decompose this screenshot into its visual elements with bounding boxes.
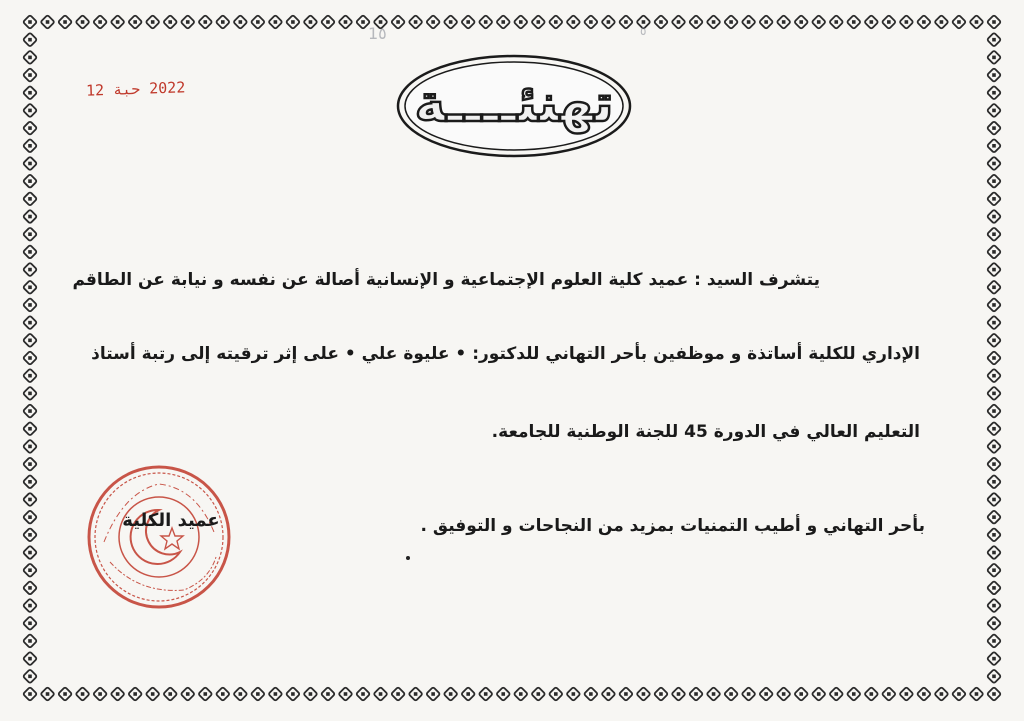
border-link bbox=[444, 15, 458, 29]
border-link bbox=[286, 687, 300, 701]
border-link bbox=[391, 15, 405, 29]
border-link bbox=[93, 15, 107, 29]
border-link bbox=[23, 333, 37, 347]
border-link bbox=[23, 457, 37, 471]
border-link bbox=[338, 15, 352, 29]
border-link bbox=[987, 298, 1001, 312]
border-link bbox=[23, 404, 37, 418]
border-link bbox=[706, 15, 720, 29]
border-link bbox=[23, 475, 37, 489]
border-link bbox=[23, 634, 37, 648]
border-link bbox=[794, 687, 808, 701]
border-link bbox=[23, 652, 37, 666]
border-link bbox=[987, 599, 1001, 613]
border-link bbox=[426, 15, 440, 29]
border-link bbox=[671, 687, 685, 701]
border-link bbox=[58, 15, 72, 29]
border-link bbox=[742, 687, 756, 701]
border-link bbox=[531, 687, 545, 701]
border-link bbox=[987, 404, 1001, 418]
border-link bbox=[233, 687, 247, 701]
border-link bbox=[987, 103, 1001, 117]
border-link bbox=[987, 192, 1001, 206]
border-link bbox=[601, 687, 615, 701]
border-link bbox=[671, 15, 685, 29]
border-link bbox=[987, 457, 1001, 471]
border-link bbox=[303, 15, 317, 29]
border-link bbox=[23, 563, 37, 577]
border-link bbox=[566, 687, 580, 701]
border-link bbox=[514, 687, 528, 701]
border-link bbox=[987, 68, 1001, 82]
border-link bbox=[987, 280, 1001, 294]
border-link bbox=[934, 15, 948, 29]
border-link bbox=[987, 139, 1001, 153]
border-link bbox=[93, 687, 107, 701]
border-link bbox=[356, 687, 370, 701]
border-link bbox=[847, 15, 861, 29]
border-link bbox=[23, 50, 37, 64]
border-link bbox=[23, 121, 37, 135]
border-link bbox=[987, 581, 1001, 595]
border-link bbox=[163, 687, 177, 701]
border-link bbox=[286, 15, 300, 29]
border-link bbox=[987, 687, 1001, 701]
border-link bbox=[23, 280, 37, 294]
border-link bbox=[496, 687, 510, 701]
border-link bbox=[689, 687, 703, 701]
body-text-line: يتشرف السيد : عميد كلية العلوم الإجتماعية و الإنسانية أصالة عن نفسه و نيابة عن الطاقم bbox=[72, 270, 820, 290]
border-link bbox=[987, 616, 1001, 630]
border-link bbox=[987, 86, 1001, 100]
border-link bbox=[391, 687, 405, 701]
border-link bbox=[987, 156, 1001, 170]
border-link bbox=[409, 687, 423, 701]
border-link bbox=[23, 616, 37, 630]
border-link bbox=[987, 209, 1001, 223]
border-link bbox=[23, 386, 37, 400]
signature-label: عميد الكلية bbox=[122, 510, 220, 531]
border-link bbox=[899, 687, 913, 701]
border-link bbox=[829, 687, 843, 701]
border-link bbox=[128, 687, 142, 701]
border-link bbox=[987, 245, 1001, 259]
border-link bbox=[426, 687, 440, 701]
border-link bbox=[969, 687, 983, 701]
border-link bbox=[23, 492, 37, 506]
border-link bbox=[76, 687, 90, 701]
border-link bbox=[987, 510, 1001, 524]
border-link bbox=[829, 15, 843, 29]
border-link bbox=[531, 15, 545, 29]
border-link bbox=[514, 15, 528, 29]
border-link bbox=[987, 475, 1001, 489]
border-link bbox=[864, 687, 878, 701]
border-link bbox=[251, 15, 265, 29]
border-link bbox=[987, 316, 1001, 330]
border-link bbox=[444, 687, 458, 701]
border-link bbox=[163, 15, 177, 29]
border-link bbox=[181, 15, 195, 29]
margin-mark: 1٥ bbox=[368, 24, 387, 43]
border-link bbox=[479, 687, 493, 701]
border-link bbox=[987, 669, 1001, 683]
border-link bbox=[23, 174, 37, 188]
border-link bbox=[777, 687, 791, 701]
page-title: تهنئــــة bbox=[414, 74, 614, 134]
border-link bbox=[987, 33, 1001, 47]
border-link bbox=[23, 599, 37, 613]
border-link bbox=[952, 15, 966, 29]
border-link bbox=[584, 15, 598, 29]
border-link bbox=[619, 687, 633, 701]
border-link bbox=[706, 687, 720, 701]
border-link bbox=[23, 263, 37, 277]
border-link bbox=[23, 156, 37, 170]
border-link bbox=[987, 545, 1001, 559]
border-link bbox=[216, 15, 230, 29]
border-link bbox=[987, 439, 1001, 453]
border-link bbox=[23, 192, 37, 206]
border-link bbox=[23, 245, 37, 259]
border-link bbox=[268, 15, 282, 29]
border-link bbox=[566, 15, 580, 29]
border-link bbox=[111, 15, 125, 29]
border-link bbox=[23, 227, 37, 241]
border-link bbox=[58, 687, 72, 701]
border-link bbox=[409, 15, 423, 29]
border-link bbox=[23, 15, 37, 29]
border-link bbox=[882, 15, 896, 29]
border-link bbox=[987, 652, 1001, 666]
border-link bbox=[23, 209, 37, 223]
border-link bbox=[40, 687, 54, 701]
border-link bbox=[23, 510, 37, 524]
border-link bbox=[987, 422, 1001, 436]
border-link bbox=[882, 687, 896, 701]
border-link bbox=[987, 563, 1001, 577]
border-link bbox=[23, 298, 37, 312]
border-link bbox=[987, 333, 1001, 347]
border-link bbox=[216, 687, 230, 701]
border-link bbox=[181, 687, 195, 701]
border-link bbox=[987, 369, 1001, 383]
border-link bbox=[654, 15, 668, 29]
official-seal bbox=[84, 462, 234, 612]
border-link bbox=[987, 351, 1001, 365]
border-link bbox=[987, 121, 1001, 135]
border-link bbox=[917, 687, 931, 701]
border-link bbox=[812, 687, 826, 701]
border-link bbox=[987, 15, 1001, 29]
border-link bbox=[23, 33, 37, 47]
border-link bbox=[373, 687, 387, 701]
border-link bbox=[128, 15, 142, 29]
border-link bbox=[146, 15, 160, 29]
border-link bbox=[496, 15, 510, 29]
border-link bbox=[724, 687, 738, 701]
border-link bbox=[40, 15, 54, 29]
border-link bbox=[23, 669, 37, 683]
border-link bbox=[987, 492, 1001, 506]
border-link bbox=[268, 687, 282, 701]
border-link bbox=[479, 15, 493, 29]
border-link bbox=[23, 68, 37, 82]
border-link bbox=[794, 15, 808, 29]
border-link bbox=[987, 528, 1001, 542]
margin-mark: ٥ bbox=[640, 24, 647, 38]
border-link bbox=[812, 15, 826, 29]
border-link bbox=[461, 15, 475, 29]
border-link bbox=[23, 528, 37, 542]
border-link bbox=[619, 15, 633, 29]
border-link bbox=[198, 687, 212, 701]
border-link bbox=[777, 15, 791, 29]
border-link bbox=[759, 687, 773, 701]
body-text-line: الإداري للكلية أساتذة و موظفين بأحر التهاني للدكتور: • عليوة علي • على إثر ترقيته إلى رتبة أستاذ bbox=[91, 344, 920, 364]
border-link bbox=[601, 15, 615, 29]
border-link bbox=[338, 687, 352, 701]
border-link bbox=[987, 634, 1001, 648]
border-link bbox=[899, 15, 913, 29]
border-link bbox=[636, 687, 650, 701]
border-link bbox=[917, 15, 931, 29]
border-link bbox=[23, 86, 37, 100]
border-link bbox=[934, 687, 948, 701]
border-link bbox=[146, 687, 160, 701]
border-link bbox=[23, 139, 37, 153]
border-link bbox=[76, 15, 90, 29]
border-link bbox=[987, 386, 1001, 400]
border-link bbox=[461, 687, 475, 701]
border-link bbox=[742, 15, 756, 29]
border-link bbox=[549, 687, 563, 701]
border-link bbox=[952, 687, 966, 701]
border-link bbox=[847, 687, 861, 701]
border-link bbox=[23, 369, 37, 383]
border-link bbox=[549, 15, 563, 29]
border-link bbox=[987, 174, 1001, 188]
border-link bbox=[969, 15, 983, 29]
border-link bbox=[233, 15, 247, 29]
border-link bbox=[759, 15, 773, 29]
border-link bbox=[23, 687, 37, 701]
border-link bbox=[23, 422, 37, 436]
border-link bbox=[111, 687, 125, 701]
date-stamp: 2022 حبة 12 bbox=[85, 78, 186, 100]
title-banner bbox=[394, 52, 634, 160]
border-link bbox=[321, 687, 335, 701]
border-link bbox=[321, 15, 335, 29]
ink-dot bbox=[406, 556, 410, 560]
border-link bbox=[23, 351, 37, 365]
border-link bbox=[23, 581, 37, 595]
border-link bbox=[23, 103, 37, 117]
border-link bbox=[689, 15, 703, 29]
border-link bbox=[584, 687, 598, 701]
border-link bbox=[23, 316, 37, 330]
body-text-line: التعليم العالي في الدورة 45 للجنة الوطنية للجامعة. bbox=[491, 422, 920, 442]
border-link bbox=[198, 15, 212, 29]
border-link bbox=[251, 687, 265, 701]
border-link bbox=[864, 15, 878, 29]
border-link bbox=[23, 439, 37, 453]
border-link bbox=[654, 687, 668, 701]
border-link bbox=[23, 545, 37, 559]
border-link bbox=[303, 687, 317, 701]
body-text-line: بأحر التهاني و أطيب التمنيات بمزيد من النجاحات و التوفيق . bbox=[420, 516, 925, 536]
border-link bbox=[987, 263, 1001, 277]
border-link bbox=[724, 15, 738, 29]
border-link bbox=[987, 50, 1001, 64]
border-link bbox=[987, 227, 1001, 241]
